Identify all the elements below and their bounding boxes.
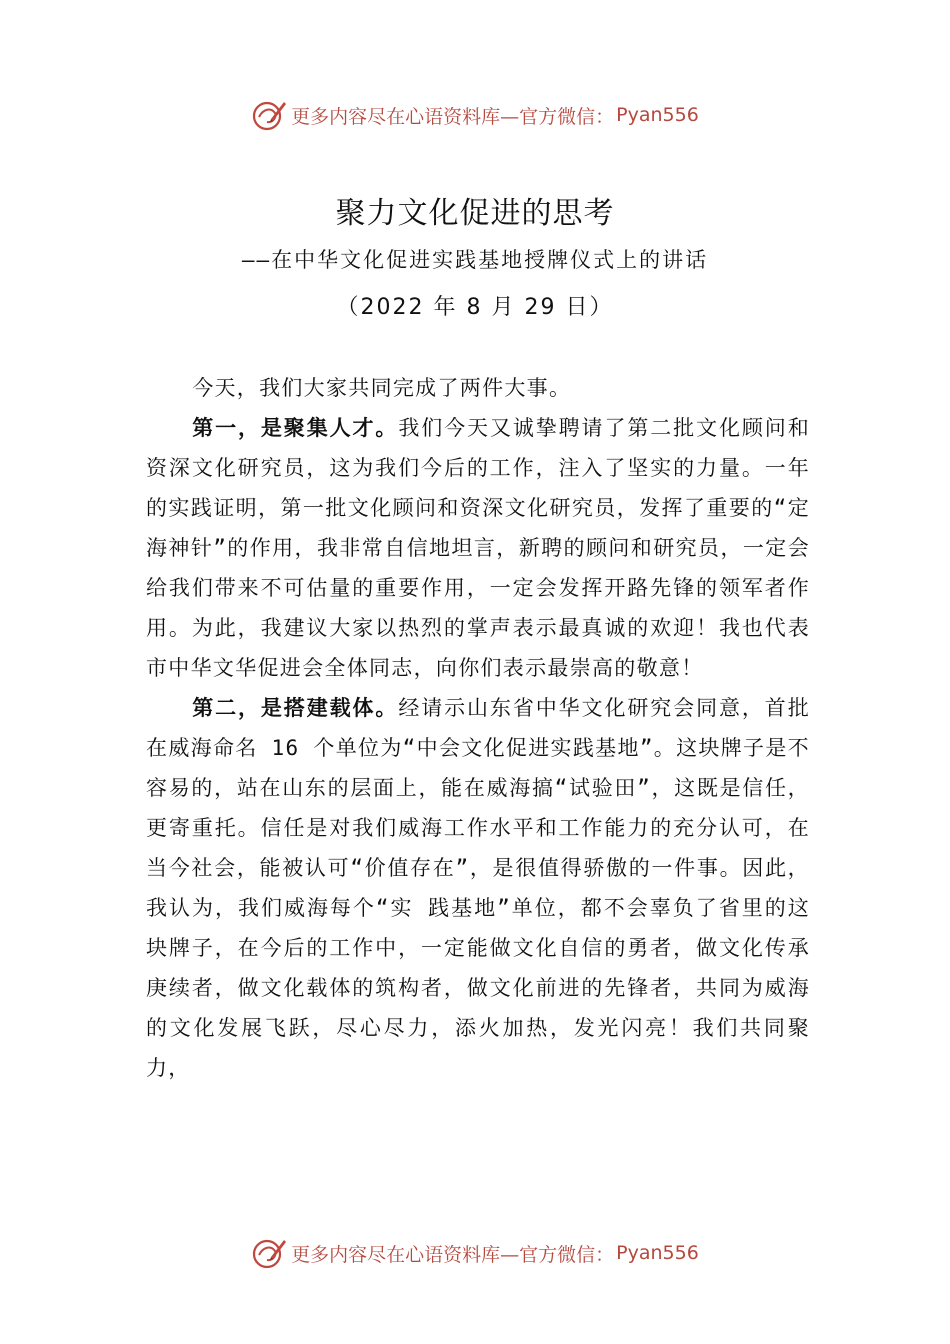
pen-swirl-logo-icon <box>251 97 287 133</box>
paragraph-lead: 第二，是搭建载体。 <box>192 696 399 720</box>
speech-date: （2022 年 8 月 29 日） <box>336 295 614 320</box>
watermark-contact: Pyan556 <box>616 1242 699 1264</box>
watermark-header <box>0 95 950 135</box>
paragraph-lead: 第一，是聚集人才。 <box>192 416 399 440</box>
paragraph-first <box>146 408 810 688</box>
paragraph-second <box>146 688 810 1088</box>
watermark-text: 更多内容尽在心语资料库—官方微信： <box>291 1243 615 1266</box>
paragraph-text: 我们今天又诚挚聘请了第二批文化顾问和资深文化研究员，这为我们今后的工作，注入了坚实的力量。一年的实践证明，第一批文化顾问和资深文化研究员，发挥了重要的“定海神针”的作用，我非常自信地坦言，新聘的顾问和研究员，一定会给我们带来不可估量的重要作用，一定会发挥开路先锋的领军者作用。为此，我建议大家以热烈的掌声表示最真诚的欢迎！我也代表市中华文华促进会全体同志，向你们表示最崇高的敬意！ <box>146 416 810 680</box>
watermark-text: 更多内容尽在心语资料库—官方微信： <box>291 105 615 128</box>
paragraph-text: 经请示山东省中华文化研究会同意，首批在威海命名 16 个单位为“中会文化促进实践基地”。这块牌子是不容易的，站在山东的层面上，能在威海搞“试验田”，这既是信任，更寄重托。信任是对我们威海工作水平和工作能力的充分认可，在当今社会，能被认可“价值存在”，是很值得骄傲的一件事。因此，我认为，我们威海每个“实 践基地”单位，都不会辜负了省里的这块牌子，在今后的工作中，一定能做文化自信的勇者，做文化传承庚续者，做文化载体的筑构者，做文化前进的先锋者，共同为威海的文化发展飞跃，尽心尽力，添火加热，发光闪亮！我们共同聚力， <box>146 696 810 1080</box>
page-title: 聚力文化促进的思考 <box>335 196 615 231</box>
watermark-footer <box>0 1233 950 1273</box>
watermark-contact: Pyan556 <box>616 104 699 126</box>
pen-swirl-logo-icon <box>251 1235 287 1271</box>
page-subtitle: ——在中华文化促进实践基地授牌仪式上的讲话 <box>241 248 709 272</box>
document-body <box>146 368 810 1088</box>
paragraph-intro <box>146 368 810 408</box>
paragraph-text: 今天，我们大家共同完成了两件大事。 <box>192 376 572 400</box>
